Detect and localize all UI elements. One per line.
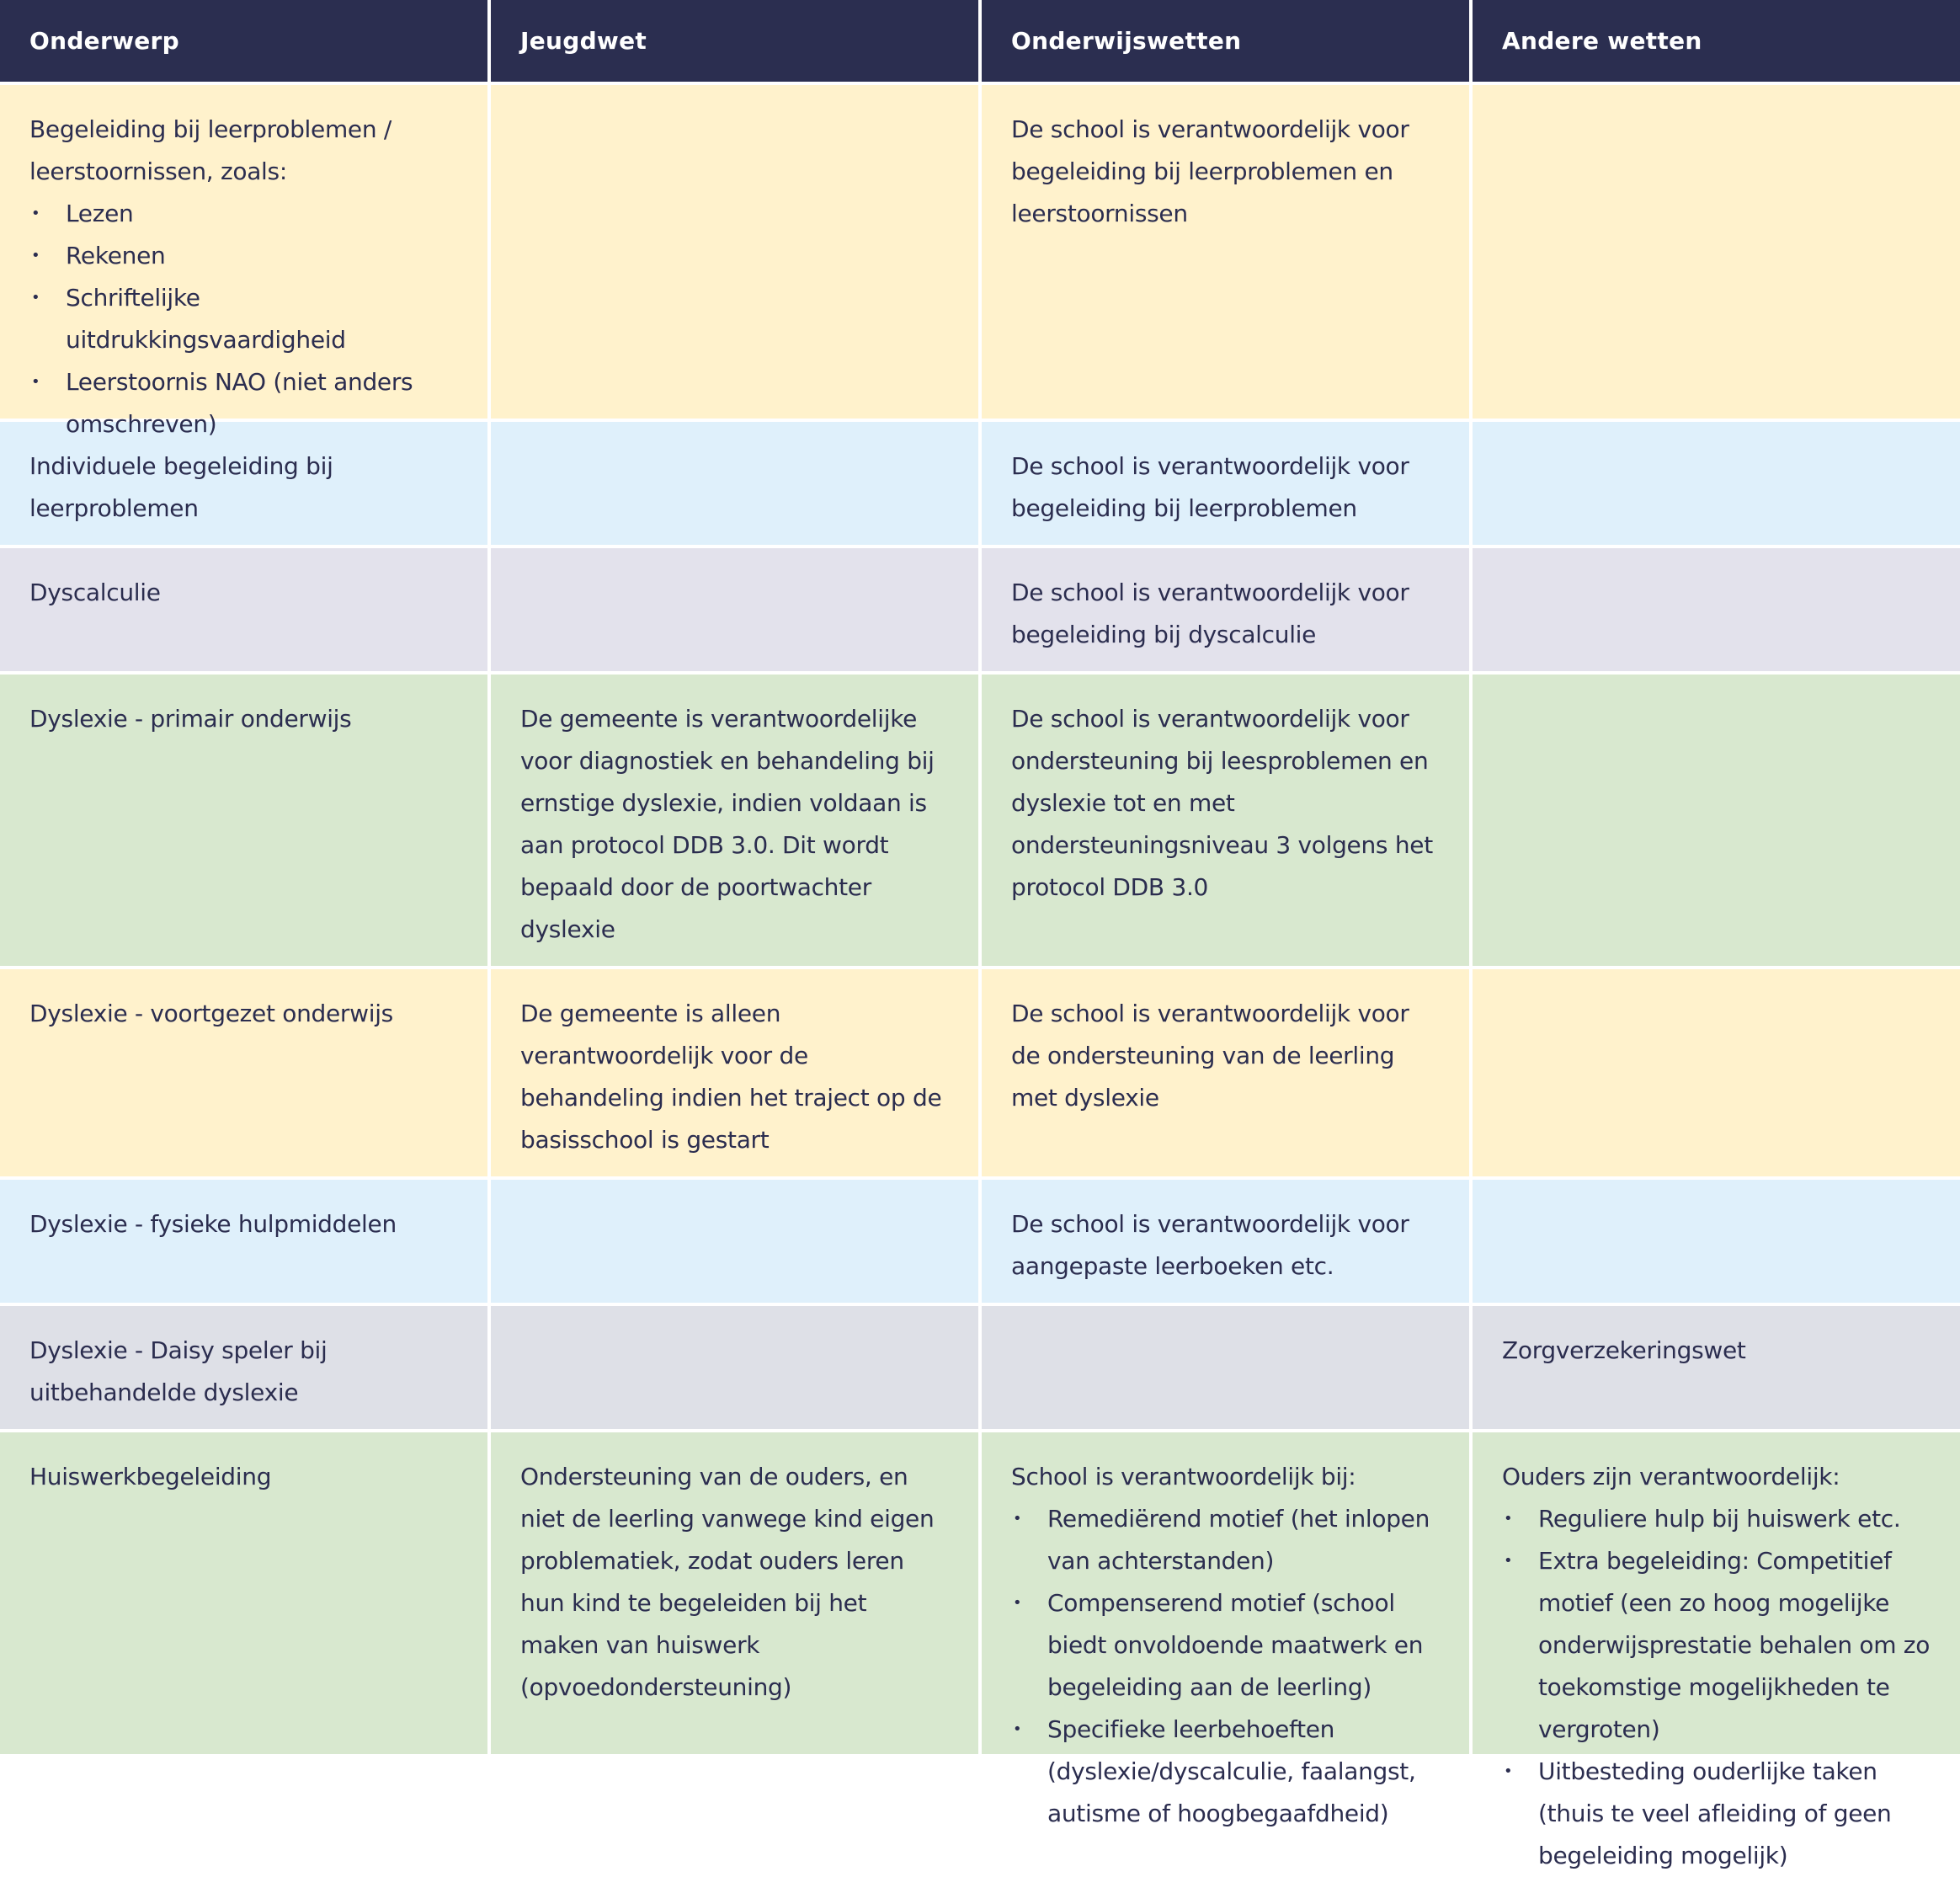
cell-jeugdwet bbox=[491, 85, 978, 419]
cell-andere-wetten bbox=[1473, 422, 1960, 545]
cell-jeugdwet bbox=[491, 1306, 978, 1429]
cell-andere-wetten bbox=[1473, 969, 1960, 1176]
cell-onderwijswetten bbox=[982, 1306, 1469, 1429]
list-item: • Extra begeleiding: Competitief motief (een zo hoog mogelijke onderwijsprestatie behalen om zo toekomstige mogelijkheden te vergroten) bbox=[1502, 1540, 1931, 1751]
cell-onderwijswetten: De school is verantwoordelijk voor de ondersteuning van de leerling met dyslexie bbox=[982, 969, 1469, 1176]
cell-andere-wetten: Zorgverzekeringswet bbox=[1473, 1306, 1960, 1429]
cell-jeugdwet bbox=[491, 1180, 978, 1303]
cell-andere-wetten bbox=[1473, 548, 1960, 671]
cell-onderwerp: Dyscalculie bbox=[0, 548, 487, 671]
cell-onderwerp: Individuele begeleiding bij leerproblemen bbox=[0, 422, 487, 545]
cell-jeugdwet bbox=[491, 548, 978, 671]
header-jeugdwet: Jeugdwet bbox=[491, 0, 978, 82]
cell-jeugdwet: De gemeente is alleen verantwoordelijk voor de behandeling indien het traject op de basisschool is gestart bbox=[491, 969, 978, 1176]
cell-text: School is verantwoordelijk bij: bbox=[1011, 1463, 1356, 1490]
header-andere-wetten: Andere wetten bbox=[1473, 0, 1960, 82]
cell-andere-wetten bbox=[1473, 1180, 1960, 1303]
cell-text: Ouders zijn verantwoordelijk: bbox=[1502, 1463, 1840, 1490]
list-item: • Uitbesteding ouderlijke taken (thuis te veel afleiding of geen begeleiding mogelijk) bbox=[1502, 1751, 1931, 1877]
cell-onderwijswetten: De school is verantwoordelijk voor begeleiding bij leerproblemen bbox=[982, 422, 1469, 545]
cell-onderwerp: Huiswerkbegeleiding bbox=[0, 1432, 487, 1754]
cell-onderwijswetten: De school is verantwoordelijk voor begeleiding bij leerproblemen en leerstoornissen bbox=[982, 85, 1469, 419]
cell-onderwijswetten: De school is verantwoordelijk voor ondersteuning bij leesproblemen en dyslexie tot en met ondersteuningsniveau 3 volgens het protocol DDB 3.0 bbox=[982, 675, 1469, 966]
list-item: • Leerstoornis NAO (niet anders omschreven) bbox=[29, 361, 459, 445]
list-item: • Lezen bbox=[29, 193, 459, 235]
cell-onderwijswetten: De school is verantwoordelijk voor aangepaste leerboeken etc. bbox=[982, 1180, 1469, 1303]
cell-onderwerp bbox=[0, 85, 487, 438]
list-item: • Remediërend motief (het inlopen van achterstanden) bbox=[1011, 1498, 1441, 1582]
cell-andere-wetten bbox=[1473, 85, 1960, 419]
bullet-list bbox=[29, 193, 459, 445]
header-onderwerp: Onderwerp bbox=[0, 0, 487, 82]
cell-onderwerp: Dyslexie - voortgezet onderwijs bbox=[0, 969, 487, 1176]
cell-onderwijswetten: De school is verantwoordelijk voor begeleiding bij dyscalculie bbox=[982, 548, 1469, 671]
cell-andere-wetten bbox=[1473, 1432, 1960, 1869]
bullet-list bbox=[1011, 1498, 1441, 1835]
list-item: • Specifieke leerbehoeften (dyslexie/dyscalculie, faalangst, autisme of hoogbegaafdheid) bbox=[1011, 1709, 1441, 1835]
cell-onderwerp: Dyslexie - primair onderwijs bbox=[0, 675, 487, 966]
list-item: • Reguliere hulp bij huiswerk etc. bbox=[1502, 1498, 1931, 1540]
bullet-list bbox=[1502, 1498, 1931, 1877]
list-item: • Compenserend motief (school biedt onvoldoende maatwerk en begeleiding aan de leerling) bbox=[1011, 1582, 1441, 1709]
cell-jeugdwet: Ondersteuning van de ouders, en niet de leerling vanwege kind eigen problematiek, zodat ouders leren hun kind te begeleiden bij het maken van huiswerk (opvoedondersteuning) bbox=[491, 1432, 978, 1754]
cell-andere-wetten bbox=[1473, 675, 1960, 966]
cell-onderwijswetten bbox=[982, 1432, 1469, 1827]
cell-onderwerp: Dyslexie - fysieke hulpmiddelen bbox=[0, 1180, 487, 1303]
cell-jeugdwet bbox=[491, 422, 978, 545]
cell-jeugdwet: De gemeente is verantwoordelijke voor diagnostiek en behandeling bij ernstige dyslexie, indien voldaan is aan protocol DDB 3.0. Dit wordt bepaald door de poortwachter dyslexie bbox=[491, 675, 978, 966]
cell-onderwerp: Dyslexie - Daisy speler bij uitbehandelde dyslexie bbox=[0, 1306, 487, 1429]
list-item: • Schriftelijke uitdrukkingsvaardigheid bbox=[29, 277, 459, 361]
header-onderwijswetten: Onderwijswetten bbox=[982, 0, 1469, 82]
cell-text: Begeleiding bij leerproblemen / leerstoornissen, zoals: bbox=[29, 115, 392, 185]
list-item: • Rekenen bbox=[29, 235, 459, 277]
